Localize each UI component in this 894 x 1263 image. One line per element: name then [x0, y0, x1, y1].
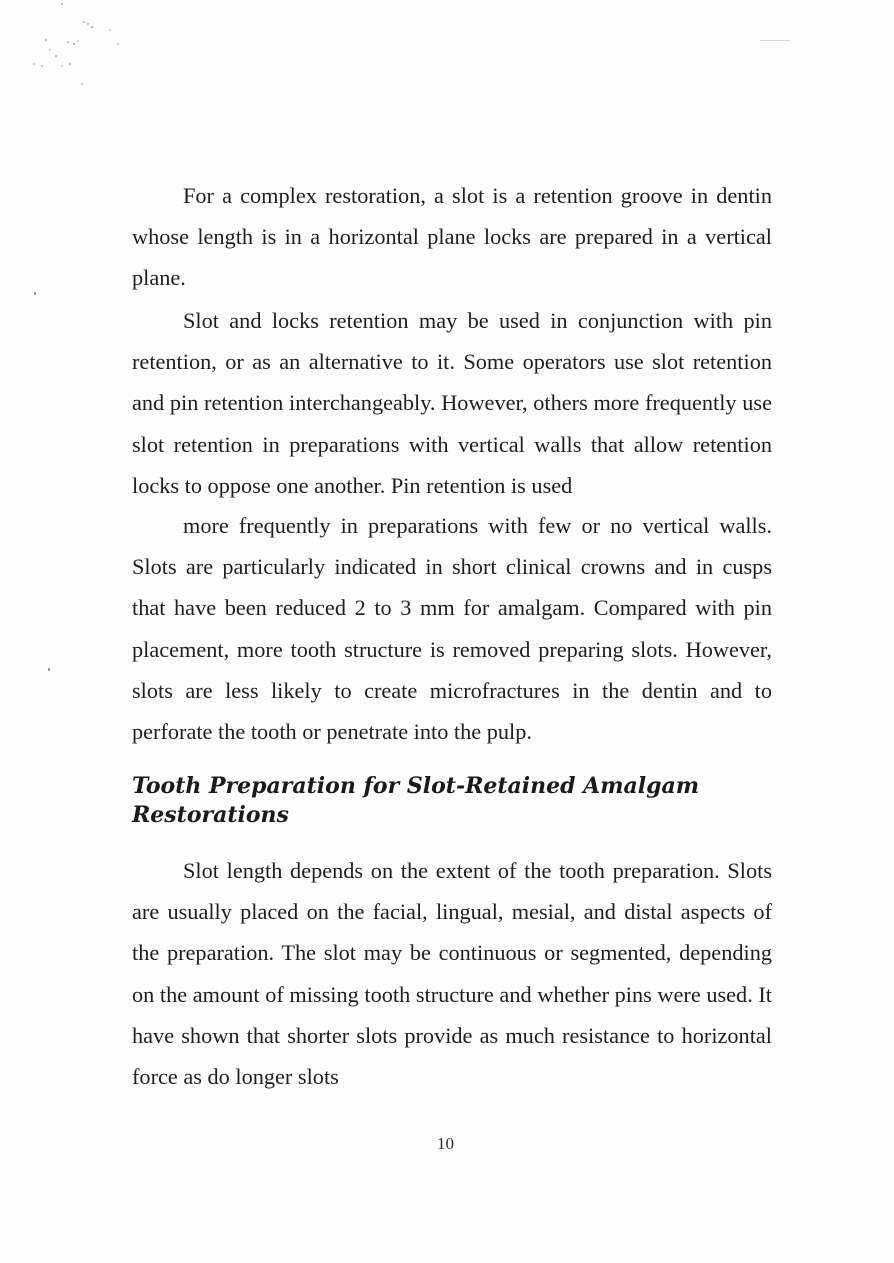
section-heading: Tooth Preparation for Slot-Retained Amalgam Restorations	[132, 773, 700, 828]
paragraph-3-text: more frequently in preparations with few or no vertical walls. Slots are particularly indicated in short clinical crowns and in cusps that have been reduced 2 to 3 mm for amalgam. Compared with pin placement, more tooth structure is removed preparing slots. However, slots are less likely to create microfractures in the dentin and to perforate the tooth or penetrate into the pulp.	[132, 513, 772, 745]
paragraph-1	[132, 175, 772, 299]
scan-artifact-line	[760, 40, 790, 41]
paragraph-4-text: Slot length depends on the extent of the tooth preparation. Slots are usually placed on the facial, lingual, mesial, and distal aspects of the preparation. The slot may be continuous or segmented, depending on the amount of missing tooth structure and whether pins were used. It have shown that shorter slots provide as much resistance to horizontal force as do longer slots	[132, 858, 772, 1090]
scan-artifact-specks	[20, 0, 130, 90]
margin-speck	[34, 292, 36, 295]
paragraph-2-text: Slot and locks retention may be used in conjunction with pin retention, or as an alternative to it. Some operators use slot retention and pin retention interchangeably. However, others more frequently use slot retention in preparations with vertical walls that allow retention locks to oppose one another. Pin retention is used	[132, 308, 772, 498]
margin-speck	[48, 668, 50, 671]
paragraph-3	[132, 505, 772, 752]
paragraph-2	[132, 300, 772, 506]
paragraph-1-text: For a complex restoration, a slot is a retention groove in dentin whose length is in a horizontal plane locks are prepared in a vertical plane.	[132, 183, 772, 291]
page-number: 10	[437, 1134, 454, 1153]
paragraph-4	[132, 850, 772, 1097]
